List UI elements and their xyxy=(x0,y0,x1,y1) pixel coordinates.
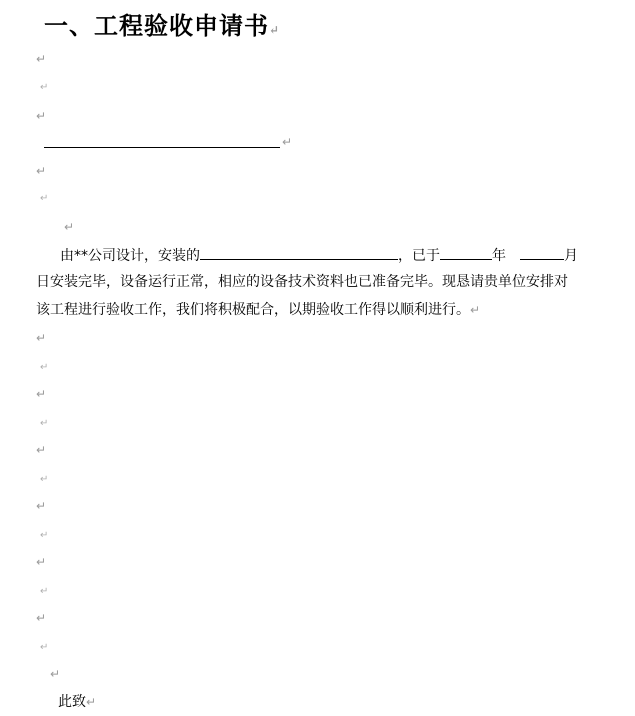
month-blank xyxy=(520,244,564,260)
paragraph-mark-icon: ↵ xyxy=(40,530,49,541)
paragraph-mark-icon: ↵ xyxy=(40,193,49,204)
paragraph-mark-icon: ↵ xyxy=(40,586,49,597)
body-text-3: 该工程进行验收工作，我们将积极配合，以期验收工作得以顺利进行。 xyxy=(36,302,470,318)
paragraph-mark-icon: ↵ xyxy=(269,23,281,37)
paragraph-mark-icon: ↵ xyxy=(36,499,47,513)
paragraph-mark-icon: ↵ xyxy=(36,443,47,457)
title-text: 一、工程验收申请书 xyxy=(44,11,269,40)
closing-text: 此致 xyxy=(58,694,86,710)
paragraph-mark-icon: ↵ xyxy=(40,362,49,373)
closing-line xyxy=(58,692,96,712)
paragraph-mark-icon: ↵ xyxy=(36,611,47,625)
recipient-blank-line xyxy=(44,147,280,148)
paragraph-mark-icon: ↵ xyxy=(40,418,49,429)
body-text-1a: 由**公司设计，安装的 xyxy=(60,248,200,264)
body-line-2: 日安装完毕，设备运行正常，相应的设备技术资料也已准备完毕。现恳请贵单位安排对 xyxy=(36,274,568,290)
paragraph-mark-icon: ↵ xyxy=(470,303,481,317)
body-line-3 xyxy=(36,300,480,320)
paragraph-mark-icon: ↵ xyxy=(36,52,47,66)
paragraph-mark-icon: ↵ xyxy=(36,164,47,178)
paragraph-mark-icon: ↵ xyxy=(282,135,293,149)
paragraph-mark-icon: ↵ xyxy=(40,642,49,653)
year-blank xyxy=(440,244,492,260)
body-line-1 xyxy=(60,244,578,266)
year-label: 年 xyxy=(492,248,506,264)
month-label: 月 xyxy=(564,248,578,264)
paragraph-mark-icon: ↵ xyxy=(36,331,47,345)
paragraph-mark-icon: ↵ xyxy=(50,667,61,681)
equipment-blank xyxy=(200,244,398,260)
paragraph-mark-icon: ↵ xyxy=(86,695,97,709)
paragraph-mark-icon: ↵ xyxy=(64,220,75,234)
body-text-1b: ，已于 xyxy=(398,248,440,264)
paragraph-mark-icon: ↵ xyxy=(40,474,49,485)
paragraph-mark-icon: ↵ xyxy=(36,109,47,123)
paragraph-mark-icon: ↵ xyxy=(36,555,47,569)
document-title xyxy=(44,6,280,41)
paragraph-mark-icon: ↵ xyxy=(36,387,47,401)
paragraph-mark-icon: ↵ xyxy=(40,82,49,93)
